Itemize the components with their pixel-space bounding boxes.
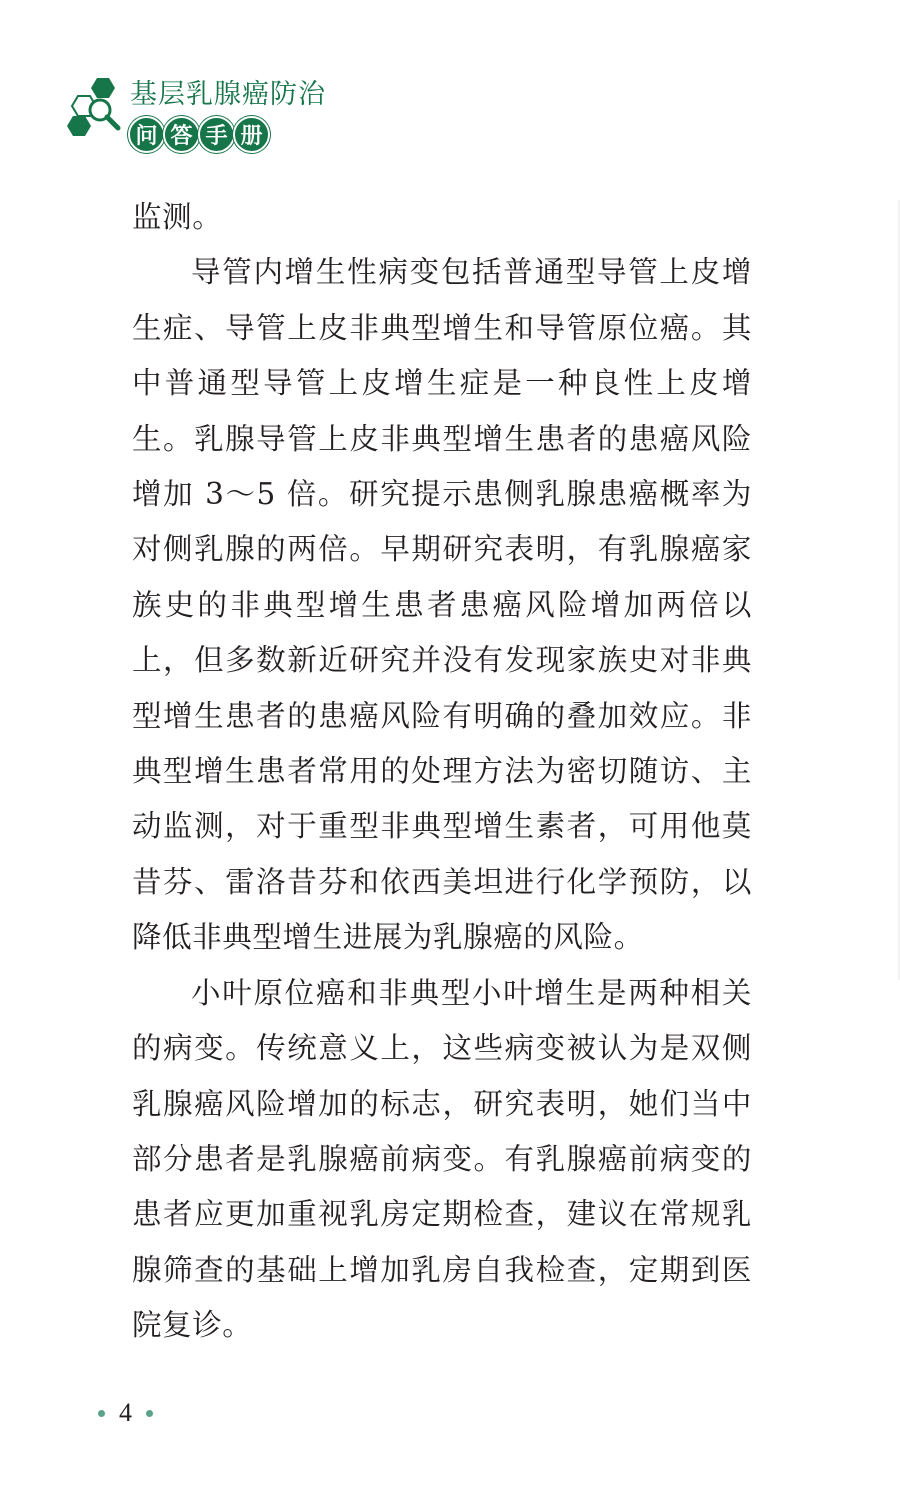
subtitle-char: 册 (233, 116, 270, 153)
subtitle-char: 手 (198, 116, 235, 153)
page-body-text (132, 190, 752, 1354)
footer-dot-left (98, 1410, 105, 1417)
page-number: 4 (119, 1398, 132, 1427)
book-title: 基层乳腺癌防治 (130, 79, 326, 110)
paragraph: 导管内增生性病变包括普通型导管上皮增生症、导管上皮非典型增生和导管原位癌。其中普通型导管上皮增生症是一种良性上皮增生。乳腺导管上皮非典型增生患者的患癌风险增加 3～5 倍。研究提示患侧乳腺患癌概率为对侧乳腺的两倍。早期研究表明，有乳腺癌家族史的非典型增生患者患癌风险增加两倍以上，但多数新近研究并没有发现家族史对非典型增生患者的患癌风险有明确的叠加效应。非典型增生患者常用的处理方法为密切随访、主动监测，对于重型非典型增生素者，可用他莫昔芬、雷洛昔芬和依西美坦进行化学预防，以降低非典型增生进展为乳腺癌的风险。 (132, 255, 752, 955)
paragraph: 小叶原位癌和非典型小叶增生是两种相关的病变。传统意义上，这些病变被认为是双侧乳腺癌风险增加的标志，研究表明，她们当中部分患者是乳腺癌前病变。有乳腺癌前病变的患者应更加重视乳房定期检查，建议在常规乳腺筛查的基础上增加乳房自我检查，定期到医院复诊。 (132, 975, 752, 1343)
footer-dot-right (146, 1410, 153, 1417)
book-logo-icon (64, 76, 134, 148)
book-subtitle (128, 116, 268, 153)
subtitle-char: 答 (163, 116, 200, 153)
subtitle-char: 问 (128, 116, 165, 153)
page-footer (98, 1398, 153, 1428)
paragraph: 监测。 (132, 200, 223, 234)
